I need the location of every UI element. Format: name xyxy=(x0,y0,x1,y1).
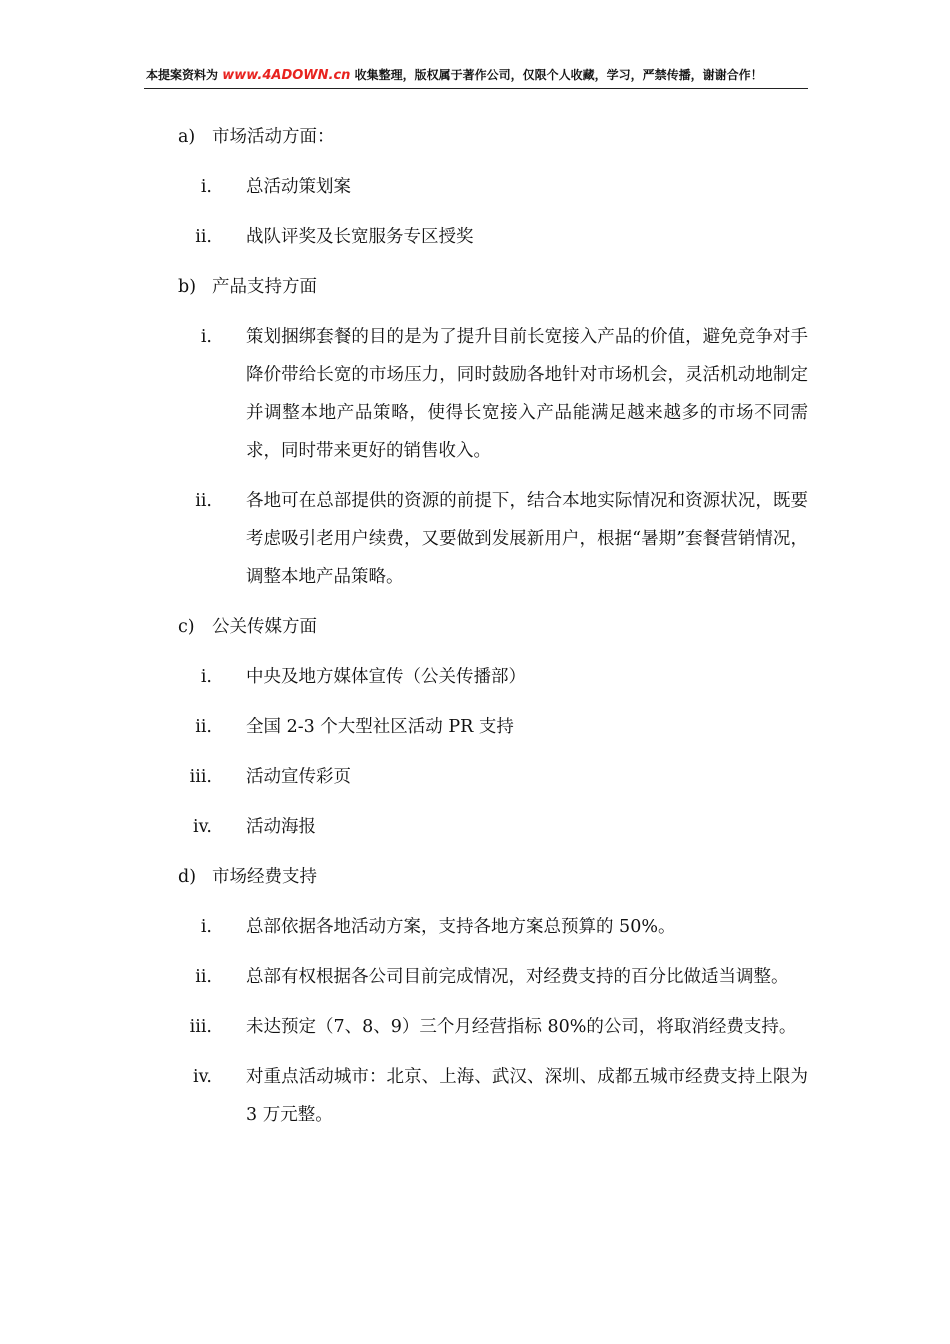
item-number: iv. xyxy=(193,817,212,837)
item-number: iii. xyxy=(189,1017,212,1037)
section-b-heading xyxy=(0,262,950,312)
list-item xyxy=(0,162,950,212)
item-number: ii. xyxy=(195,227,212,247)
list-item xyxy=(0,1052,950,1140)
list-item xyxy=(0,952,950,1002)
item-text: 总部依据各地活动方案，支持各地方案总预算的 50%。 xyxy=(246,917,676,937)
header-site-link[interactable]: www.4ADOWN.cn xyxy=(222,68,351,83)
item-text: 策划捆绑套餐的目的是为了提升目前长宽接入产品的价值，避免竞争对手降价带给长宽的市场压力，同时鼓励各地针对市场机会，灵活机动地制定并调整本地产品策略，使得长宽接入产品能满足越来越多的市场不同需求，同时带来更好的销售收入。 xyxy=(246,327,808,461)
list-item xyxy=(0,652,950,702)
item-text: 未达预定（7、8、9）三个月经营指标 80%的公司，将取消经费支持。 xyxy=(246,1017,797,1037)
item-text: 中央及地方媒体宣传（公关传播部） xyxy=(246,667,526,687)
item-text: 全国 2-3 个大型社区活动 PR 支持 xyxy=(246,717,514,737)
list-item xyxy=(0,476,950,602)
item-number: i. xyxy=(200,177,212,197)
list-item xyxy=(0,212,950,262)
section-a-heading xyxy=(0,112,950,162)
section-title: 市场经费支持 xyxy=(212,867,317,887)
header-suffix: 收集整理，版权属于著作公司，仅限个人收藏，学习，严禁传播，谢谢合作！ xyxy=(354,68,763,82)
item-text: 总活动策划案 xyxy=(246,177,351,197)
item-number: ii. xyxy=(195,717,212,737)
item-text: 总部有权根据各公司目前完成情况，对经费支持的百分比做适当调整。 xyxy=(246,967,789,987)
section-title: 公关传媒方面 xyxy=(212,617,317,637)
list-item xyxy=(0,702,950,752)
item-number: i. xyxy=(200,917,212,937)
section-label: c) xyxy=(178,617,195,637)
section-c-heading xyxy=(0,602,950,652)
list-item xyxy=(0,312,950,476)
section-d-heading xyxy=(0,852,950,902)
item-number: iii. xyxy=(189,767,212,787)
item-text: 各地可在总部提供的资源的前提下，结合本地实际情况和资源状况，既要考虑吸引老用户续费，又要做到发展新用户，根据“暑期”套餐营销情况，调整本地产品策略。 xyxy=(246,491,808,587)
list-item xyxy=(0,1002,950,1052)
item-text: 活动海报 xyxy=(246,817,316,837)
header-prefix: 本提案资料为 xyxy=(146,68,219,82)
item-number: ii. xyxy=(195,491,212,511)
page-header xyxy=(146,66,808,83)
item-number: i. xyxy=(200,327,212,347)
item-number: ii. xyxy=(195,967,212,987)
list-item xyxy=(0,752,950,802)
list-item xyxy=(0,902,950,952)
section-label: a) xyxy=(178,127,196,147)
item-number: iv. xyxy=(193,1067,212,1087)
section-title: 产品支持方面 xyxy=(212,277,317,297)
document-body xyxy=(0,112,950,1140)
item-text: 对重点活动城市：北京、上海、武汉、深圳、成都五城市经费支持上限为 3 万元整。 xyxy=(246,1067,808,1125)
header-divider xyxy=(144,88,808,89)
section-title: 市场活动方面： xyxy=(212,127,335,147)
section-label: d) xyxy=(178,867,197,887)
item-text: 战队评奖及长宽服务专区授奖 xyxy=(246,227,474,247)
list-item xyxy=(0,802,950,852)
item-number: i. xyxy=(200,667,212,687)
section-label: b) xyxy=(178,277,197,297)
item-text: 活动宣传彩页 xyxy=(246,767,351,787)
